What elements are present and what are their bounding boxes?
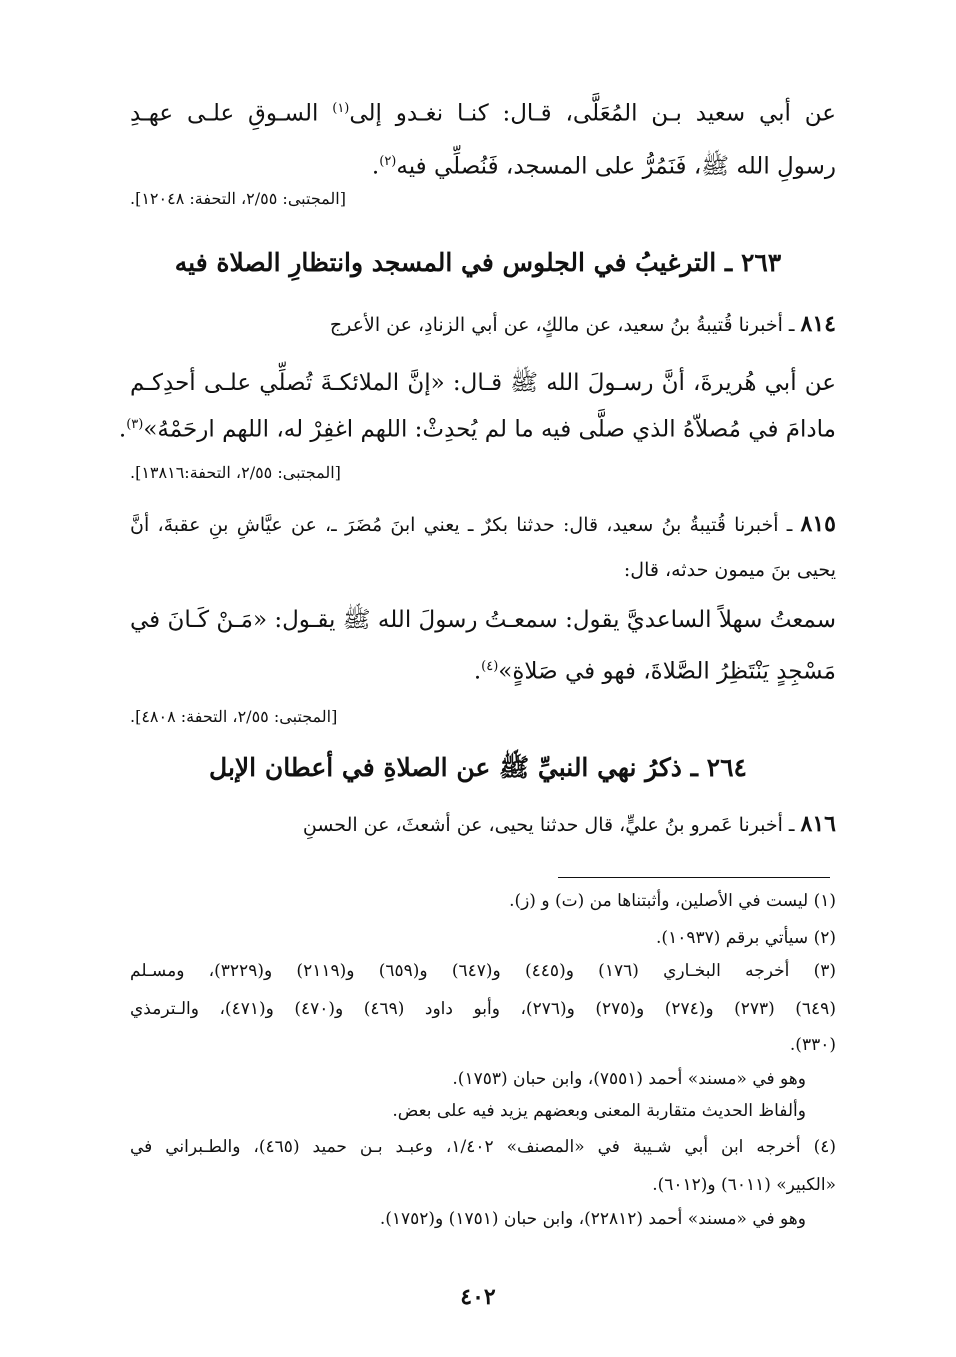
hadith-number: ٨١٤ — [800, 311, 836, 337]
text-line — [130, 145, 836, 184]
chapter-heading: ٢٦٤ ـ ذكرُ نهي النبيِّ ﷺ عن الصلاةِ في أعطان الإبل — [209, 753, 747, 782]
footnote: (٤) أخرجه ابن أبي شـيبة في «المصنف» ١/٤٠٢، وعبـد بـن حميد (٤٦٥)، والطـبراني في — [130, 1137, 836, 1157]
reference-line: [المجتبى: ٢/٥٥، التحفة:١٣٨١٦]. — [130, 463, 341, 482]
isnad-line — [130, 810, 836, 839]
matn-line: سمعتُ سهلاً الساعديَّ يقول: سمعـتُ رسولَ الله ﷺ يقـول: «مَـنْ كَـانَ في — [130, 607, 836, 633]
isnad-text: ـ أخبرنا قُتيبةُ بنُ سعيد، قال: حدثنا بكرٌ ـ يعني ابنَ مُضَرَ ـ، عن عيَّاشِ بنِ عقبةَ، أنَّ — [130, 514, 801, 536]
page-number: ٤٠٢ — [460, 1284, 496, 1310]
text-segment: مَسْجِدٍ يَنْتَظِرُ الصَّلاةَ، فهو في صَلاةٍ» — [498, 658, 836, 685]
text-segment: عن أبي سعيد بـن المُعَلَّى، قـال: كنـا نغـدو إلى — [349, 100, 836, 127]
text-segment: مادامَ في مُصلاّهُ الذي صلَّى فيه ما لم يُحدِثْ: اللهم اغفِرْ له، اللهم ارحَمْهُ» — [143, 416, 836, 443]
footnote: «الكبير» (٦٠١١) و(٦٠١٢). — [652, 1175, 836, 1195]
footnote: وهو في «مسند» أحمد (٧٥٥١)، وابن حبان (١٧٥٣). — [452, 1069, 806, 1089]
text-line — [130, 92, 836, 131]
footnote: وألفاظ الحديث متقاربة المعنى وبعضهم يزيد فيه على بعض. — [392, 1101, 806, 1121]
footnote: (١) ليست في الأصلين، وأثبتناها من (ت) و (ز). — [509, 891, 836, 911]
footnote-marker: (١) — [332, 101, 350, 116]
text-segment: . — [118, 416, 127, 443]
footnote: وهو في «مسند» أحمد (٢٢٨١٢)، وابن حبان (١٧٥١) و(١٧٥٢). — [379, 1209, 806, 1229]
footnote: (٢) سيأتي برقم (١٠٩٣٧). — [656, 928, 836, 948]
footnote-separator — [558, 877, 830, 878]
footnote-marker: (٢) — [379, 154, 397, 169]
matn-line — [130, 650, 836, 689]
text-segment: . — [473, 658, 482, 685]
isnad-line — [130, 310, 836, 339]
text-segment: . — [371, 153, 380, 180]
isnad-text: ـ أخبرنا قُتيبةُ بنُ سعيد، عن مالكٍ، عن أبي الزنادِ، عن الأعرج — [329, 314, 801, 336]
isnad-line: يحيى بنَ ميمون حدثه، قال: — [623, 559, 836, 581]
reference-line: [المجتبى: ٢/٥٥، التحفة: ٤٨٠٨]. — [130, 707, 338, 726]
text-segment: رسولِ الله ﷺ، فَنَمُرُّ على المسجد، فَنُصلِّي فيه — [396, 153, 836, 180]
footnote-marker: (٤) — [481, 659, 499, 674]
text-segment: السـوقِ علـى عهـدِ — [130, 100, 333, 127]
matn-line: عن أبي هُريرةَ، أنَّ رسـولَ الله ﷺ قـال: «إنَّ الملائكـةَ تُصلِّي علـى أحدِكـم — [130, 370, 836, 396]
hadith-number: ٨١٦ — [800, 811, 836, 837]
reference-line: [المجتبى: ٢/٥٥، التحفة: ١٢٠٤٨]. — [130, 189, 346, 208]
footnote: (٦٤٩) (٢٧٣) و(٢٧٤) و(٢٧٥) و(٢٧٦)، وأبو داود (٤٦٩) و(٤٧٠) و(٤٧١)، والـترمذي — [130, 999, 836, 1019]
footnote-marker: (٣) — [126, 417, 144, 432]
chapter-heading: ٢٦٣ ـ الترغيبُ في الجلوس في المسجد وانتظارِ الصلاة فيه — [174, 248, 782, 277]
hadith-number: ٨١٥ — [800, 511, 836, 537]
isnad-line — [130, 510, 836, 539]
footnote: (٣) أخرجه البخـاري (١٧٦) و(٤٤٥) و(٦٤٧) و(٦٥٩) و(٢١١٩) و(٣٢٢٩)، ومسـلم — [130, 961, 836, 981]
footnote: (٣٣٠). — [789, 1035, 836, 1055]
isnad-text: ـ أخبرنا عَمرو بنُ عليٍّ، قال حدثنا يحيى، عن أشعثَ، عن الحسنِ — [302, 814, 801, 836]
matn-line — [118, 408, 836, 447]
